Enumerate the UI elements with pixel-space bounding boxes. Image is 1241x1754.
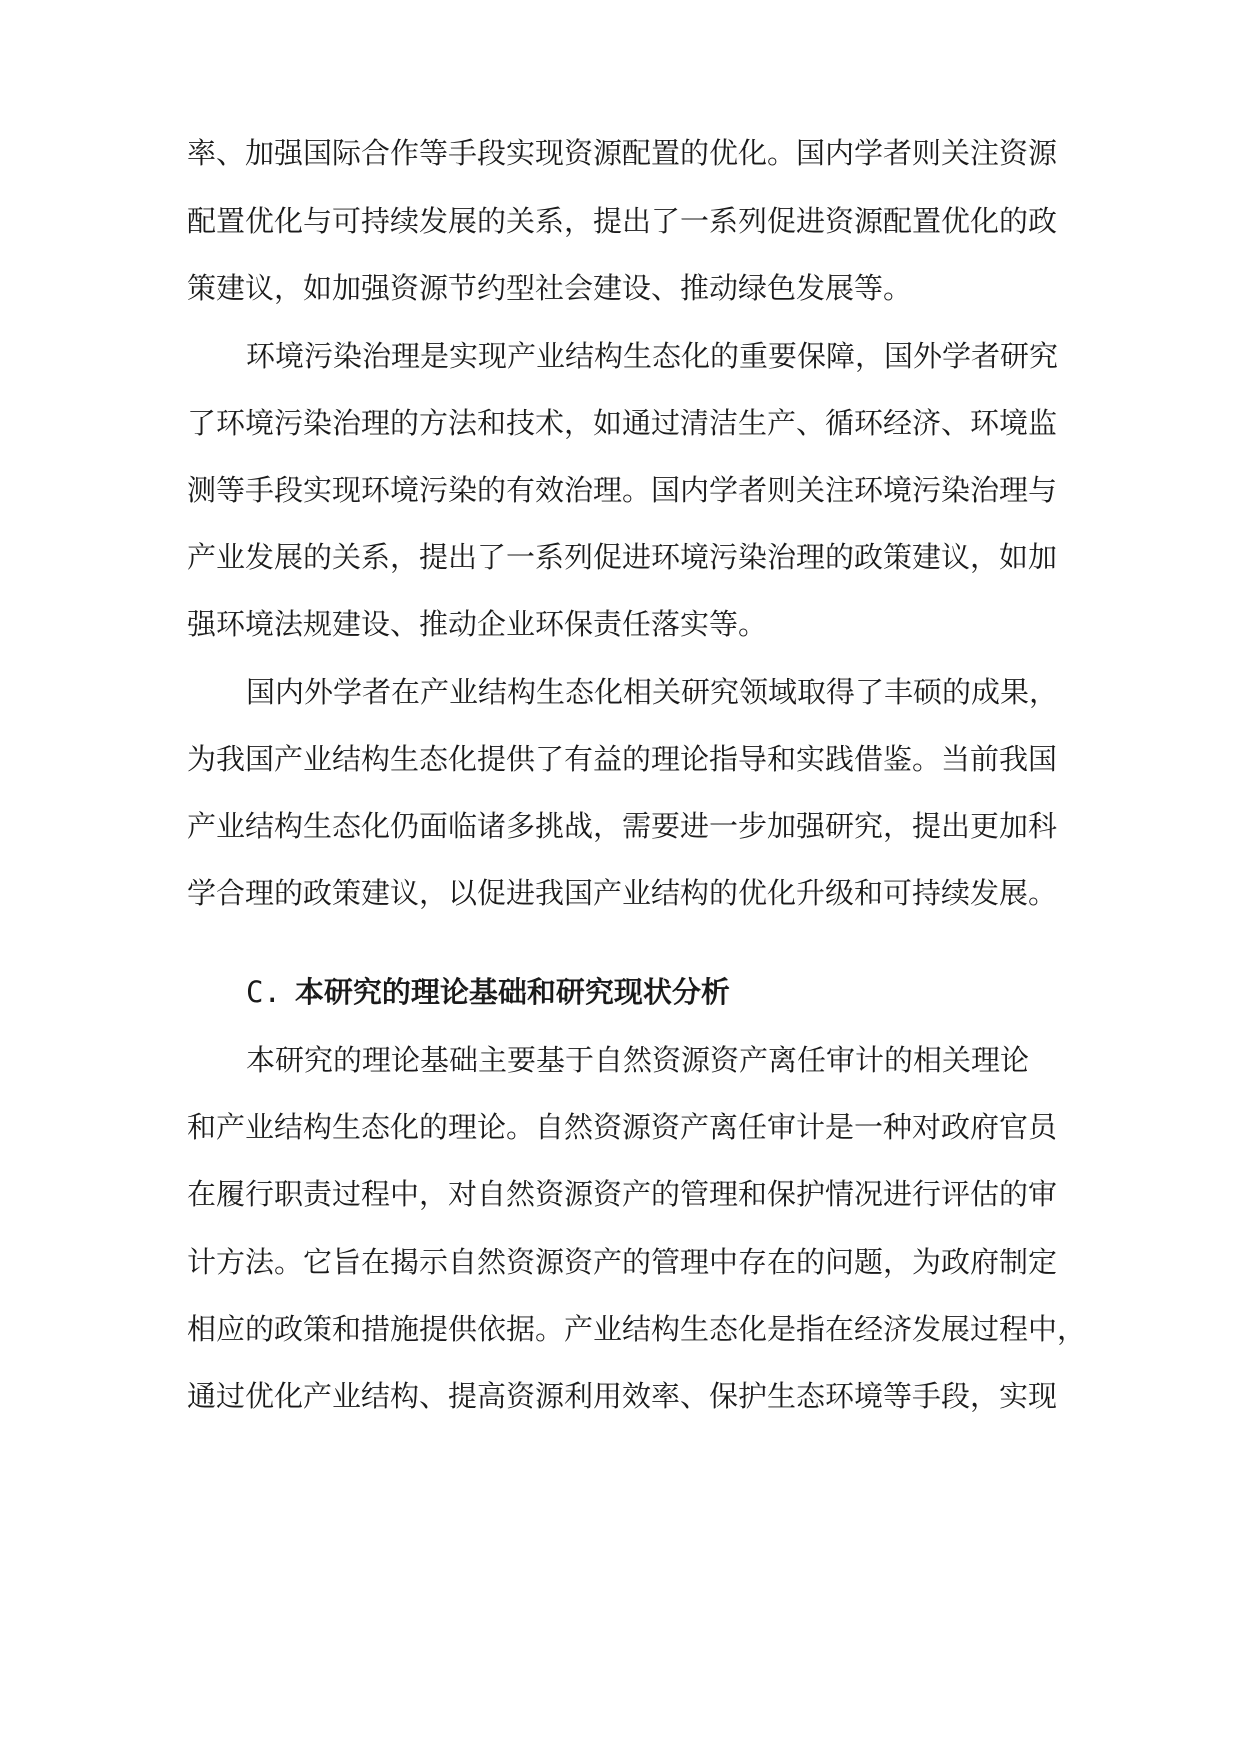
- paragraph-3-line-4: 学合理的政策建议，以促进我国产业结构的优化升级和可持续发展。: [187, 876, 1058, 910]
- section-paragraph-line-3: 在履行职责过程中，对自然资源资产的管理和保护情况进行评估的审: [187, 1177, 1058, 1211]
- paragraph-1-line-1: 率、加强国际合作等手段实现资源配置的优化。国内学者则关注资源: [187, 136, 1058, 170]
- section-paragraph-line-4: 计方法。它旨在揭示自然资源资产的管理中存在的问题，为政府制定: [187, 1245, 1058, 1279]
- paragraph-1-line-3: 策建议，如加强资源节约型社会建设、推动绿色发展等。: [187, 271, 913, 305]
- paragraph-2-line-2: 了环境污染治理的方法和技术，如通过清洁生产、循环经济、环境监: [187, 406, 1058, 440]
- paragraph-2-line-1: 环境污染治理是实现产业结构生态化的重要保障，国外学者研究: [246, 339, 1059, 373]
- paragraph-2-line-3: 测等手段实现环境污染的有效治理。国内学者则关注环境污染治理与: [187, 473, 1058, 507]
- section-paragraph-line-5: 相应的政策和措施提供依据。产业结构生态化是指在经济发展过程中，: [187, 1312, 1087, 1346]
- paragraph-3-line-1: 国内外学者在产业结构生态化相关研究领域取得了丰硕的成果，: [246, 675, 1059, 709]
- paragraph-1-line-2: 配置优化与可持续发展的关系，提出了一系列促进资源配置优化的政: [187, 204, 1058, 238]
- paragraph-2-line-5: 强环境法规建设、推动企业环保责任落实等。: [187, 607, 768, 641]
- section-paragraph-line-1: 本研究的理论基础主要基于自然资源资产离任审计的相关理论: [246, 1043, 1030, 1077]
- paragraph-2-line-4: 产业发展的关系，提出了一系列促进环境污染治理的政策建议，如加: [187, 540, 1058, 574]
- section-paragraph-line-2: 和产业结构生态化的理论。自然资源资产离任审计是一种对政府官员: [187, 1110, 1058, 1144]
- section-paragraph-line-6: 通过优化产业结构、提高资源利用效率、保护生态环境等手段，实现: [187, 1379, 1058, 1413]
- section-heading-title: 本研究的理论基础和研究现状分析: [294, 975, 730, 1009]
- paragraph-3-line-2: 为我国产业结构生态化提供了有益的理论指导和实践借鉴。当前我国: [187, 742, 1058, 776]
- paragraph-3-line-3: 产业结构生态化仍面临诸多挑战，需要进一步加强研究，提出更加科: [187, 809, 1058, 843]
- section-heading-number: C.: [246, 975, 281, 1009]
- section-heading: [246, 972, 730, 1012]
